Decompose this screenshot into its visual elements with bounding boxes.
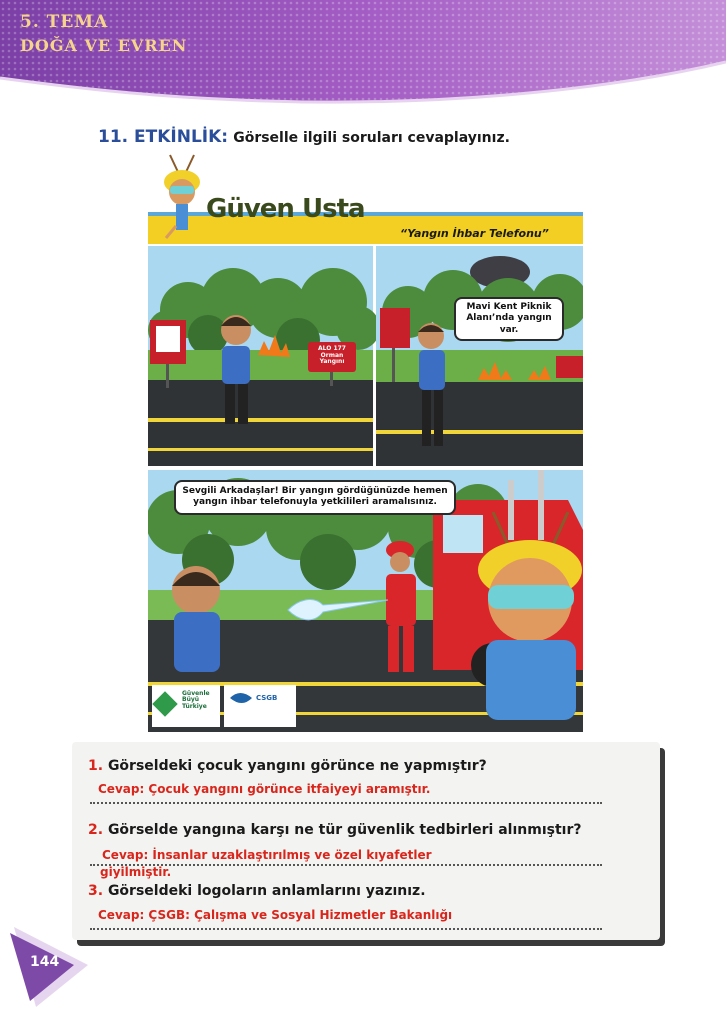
- question-3-text: Görseldeki logoların anlamlarını yazınız.: [107, 883, 426, 899]
- comic-subtitle: “Yangın İhbar Telefonu”: [400, 227, 549, 240]
- speech-bubble-advice: Sevgili Arkadaşlar! Bir yangın gördüğünüzde hemen yangın ihbar telefonuyla yetkilileri aramalısınız.: [174, 480, 456, 515]
- answer-2[interactable]: Cevap: İnsanlar uzaklaştırılmış ve özel kıyafetler: [102, 848, 432, 862]
- answer-3-line: [90, 928, 602, 930]
- activity-number: 11. ETKİNLİK:: [98, 127, 229, 147]
- question-3-number: 3.: [88, 883, 104, 899]
- answer-3[interactable]: Cevap: ÇSGB: Çalışma ve Sosyal Hizmetler Bakanlığı: [98, 908, 453, 922]
- question-1-text: Görseldeki çocuk yangını görünce ne yapmıştır?: [107, 758, 487, 774]
- question-1: [88, 758, 487, 774]
- logo-guvenle-buyu-turkiye: Güvenle Büyü Türkiye: [182, 690, 210, 710]
- answer-1[interactable]: Cevap: Çocuk yangını görünce itfaiyeyi aramıştır.: [98, 782, 431, 796]
- questions-card: [72, 742, 660, 940]
- panel-2: [376, 246, 583, 466]
- sign-subtext: Orman Yangını: [319, 351, 345, 366]
- speech-bubble-call: Mavi Kent Piknik Alanı’nda yangın var.: [454, 297, 564, 341]
- comic-illustration: [148, 150, 583, 735]
- comic-title: Güven Usta: [206, 194, 365, 224]
- answer-1-line: [90, 802, 602, 804]
- question-1-number: 1.: [88, 758, 104, 774]
- theme-number: 5. TEMA: [20, 12, 109, 32]
- answer-2-continued[interactable]: giyilmiştir.: [100, 865, 172, 879]
- activity-instruction: Görselle ilgili soruları cevaplayınız.: [233, 130, 510, 146]
- question-2: [88, 822, 581, 838]
- question-2-number: 2.: [88, 822, 104, 838]
- theme-name: DOĞA VE EVREN: [20, 36, 188, 55]
- logo-csgb: CSGB: [256, 694, 278, 702]
- emergency-sign-label: [308, 346, 356, 366]
- activity-heading: [98, 127, 510, 147]
- question-3: [88, 883, 426, 899]
- page-header: [0, 0, 726, 110]
- header-wave-background: [0, 0, 726, 110]
- page-number: 144: [30, 954, 60, 970]
- sign-number: ALO 177: [318, 345, 346, 352]
- question-2-text: Görselde yangına karşı ne tür güvenlik tedbirleri alınmıştır?: [107, 822, 582, 838]
